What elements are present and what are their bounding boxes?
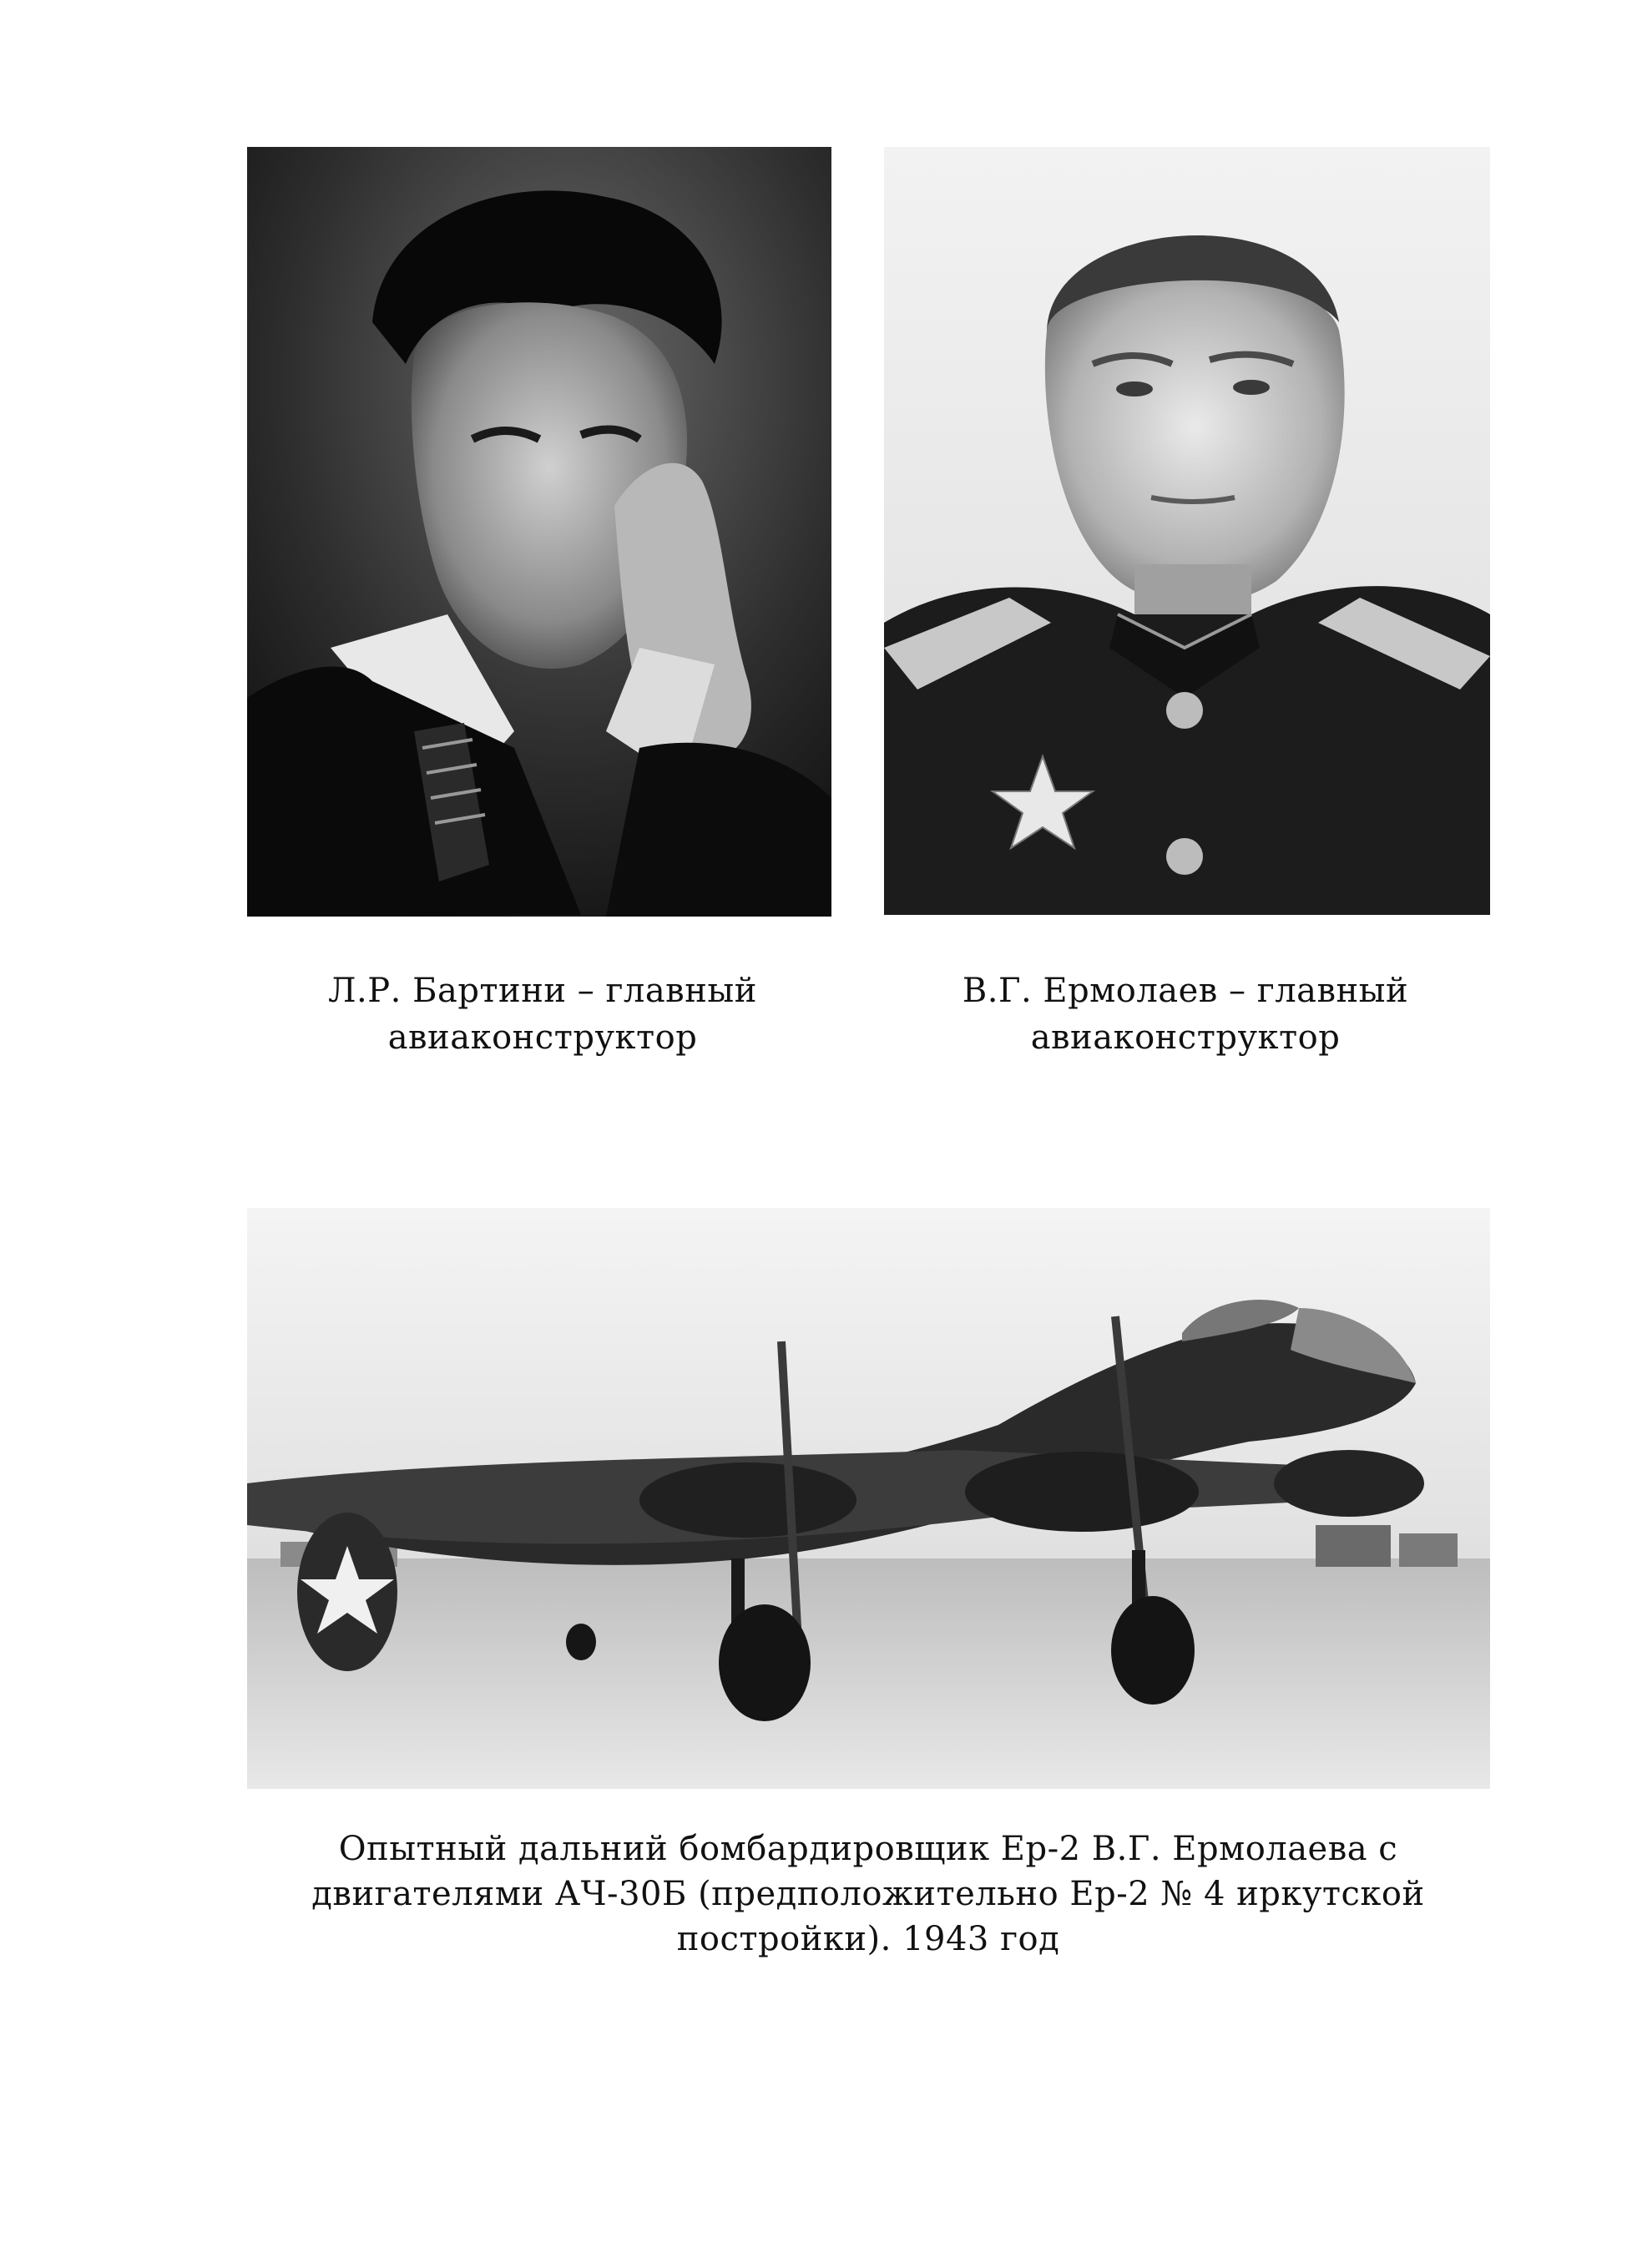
portrait-bartini-image	[247, 147, 831, 917]
caption-bartini-line-2: авиаконструктор	[387, 1018, 698, 1057]
caption-bartini-line-1: Л.Р. Бартини – главный	[328, 972, 757, 1010]
caption-aircraft-line-1: Опытный дальний бомбардировщик Ер-2 В.Г. Ермолаева с	[338, 1830, 1398, 1868]
caption-aircraft-line-2: двигателями АЧ-30Б (предположительно Ер-2 № 4 иркутской	[311, 1875, 1425, 1913]
aircraft-er2-photo	[247, 1208, 1490, 1789]
caption-bartini	[275, 967, 810, 1061]
caption-ermolaev	[918, 967, 1453, 1061]
caption-aircraft-line-3: постройки). 1943 год	[676, 1920, 1060, 1958]
portrait-bartini-photo	[247, 147, 831, 917]
caption-aircraft	[217, 1826, 1519, 1962]
portrait-ermolaev-image	[884, 147, 1490, 915]
caption-ermolaev-line-1: В.Г. Ермолаев – главный	[962, 972, 1409, 1010]
portrait-ermolaev-photo	[884, 147, 1490, 915]
caption-ermolaev-line-2: авиаконструктор	[1030, 1018, 1341, 1057]
aircraft-er2-image	[247, 1208, 1490, 1789]
